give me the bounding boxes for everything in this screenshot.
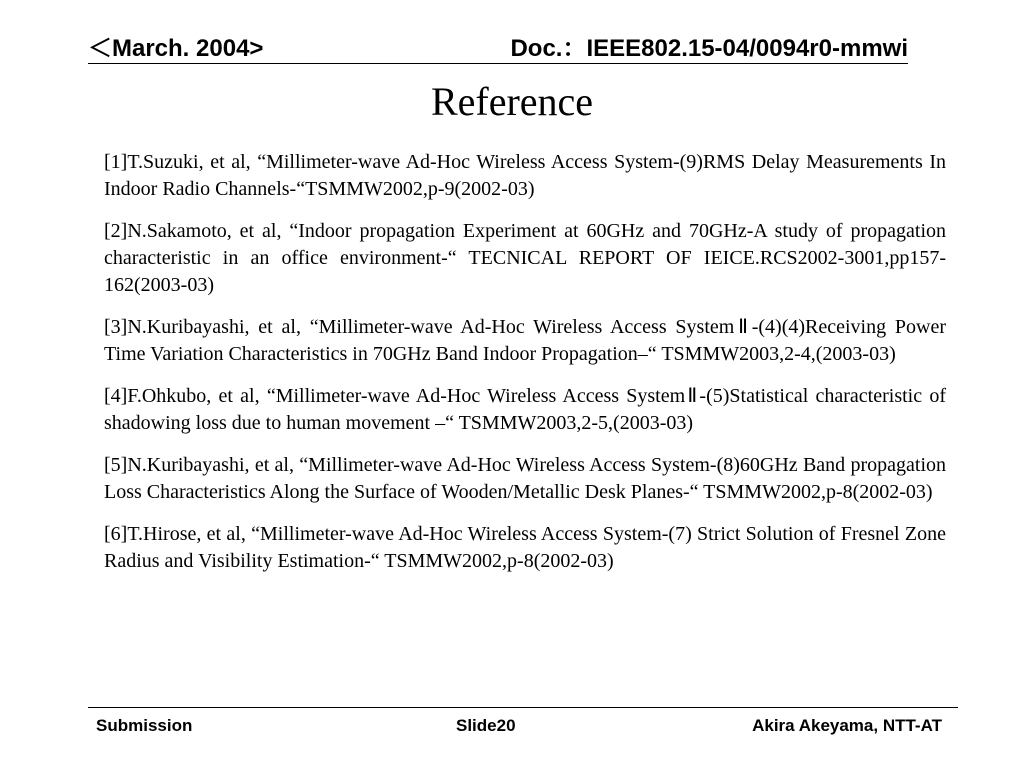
footer-slide-number: Slide20 xyxy=(456,716,516,735)
reference-item-4: [4]F.Ohkubo, et al, “Millimeter-wave Ad-Hoc Wireless Access SystemⅡ-(5)Statistical characteristic of shadowing loss due to human movement –“ TSMMW2003,2-5,(2003-03) xyxy=(104,385,946,434)
header-doc-id: Doc.：IEEE802.15-04/0094r0-mmwi xyxy=(510,35,908,62)
header-divider xyxy=(88,63,908,64)
reference-item-3: [3]N.Kuribayashi, et al, “Millimeter-wave Ad-Hoc Wireless Access SystemⅡ-(4)(4)Receiving Power Time Variation Characteristics in 70GHz Band Indoor Propagation–“ TSMMW2003,2-4,(2003-03) xyxy=(104,316,946,365)
footer-author: Akira Akeyama, NTT-AT xyxy=(752,716,942,735)
footer-divider xyxy=(88,707,958,708)
slide-header xyxy=(88,32,908,66)
reference-list xyxy=(104,149,946,590)
reference-item-2: [2]N.Sakamoto, et al, “Indoor propagation Experiment at 60GHz and 70GHz-A study of propagation characteristic in an office environment-“ TECNICAL REPORT OF IEICE.RCS2002-3001,pp157-162(2003-03) xyxy=(104,220,946,296)
reference-item-6: [6]T.Hirose, et al, “Millimeter-wave Ad-Hoc Wireless Access System-(7) Strict Solution of Fresnel Zone Radius and Visibility Estimation-“ TSMMW2002,p-8(2002-03) xyxy=(104,523,946,572)
reference-item-1: [1]T.Suzuki, et al, “Millimeter-wave Ad-Hoc Wireless Access System-(9)RMS Delay Measurements In Indoor Radio Channels-“TSMMW2002,p-9(2002-03) xyxy=(104,151,946,200)
slide-title: Reference xyxy=(430,79,594,124)
reference-item-5: [5]N.Kuribayashi, et al, “Millimeter-wave Ad-Hoc Wireless Access System-(8)60GHz Band propagation Loss Characteristics Along the Surface of Wooden/Metallic Desk Planes-“ TSMMW2002,p-8(2002-03) xyxy=(104,454,946,503)
header-date: ＜March. 2004> xyxy=(88,35,264,62)
footer-submission: Submission xyxy=(96,716,193,735)
